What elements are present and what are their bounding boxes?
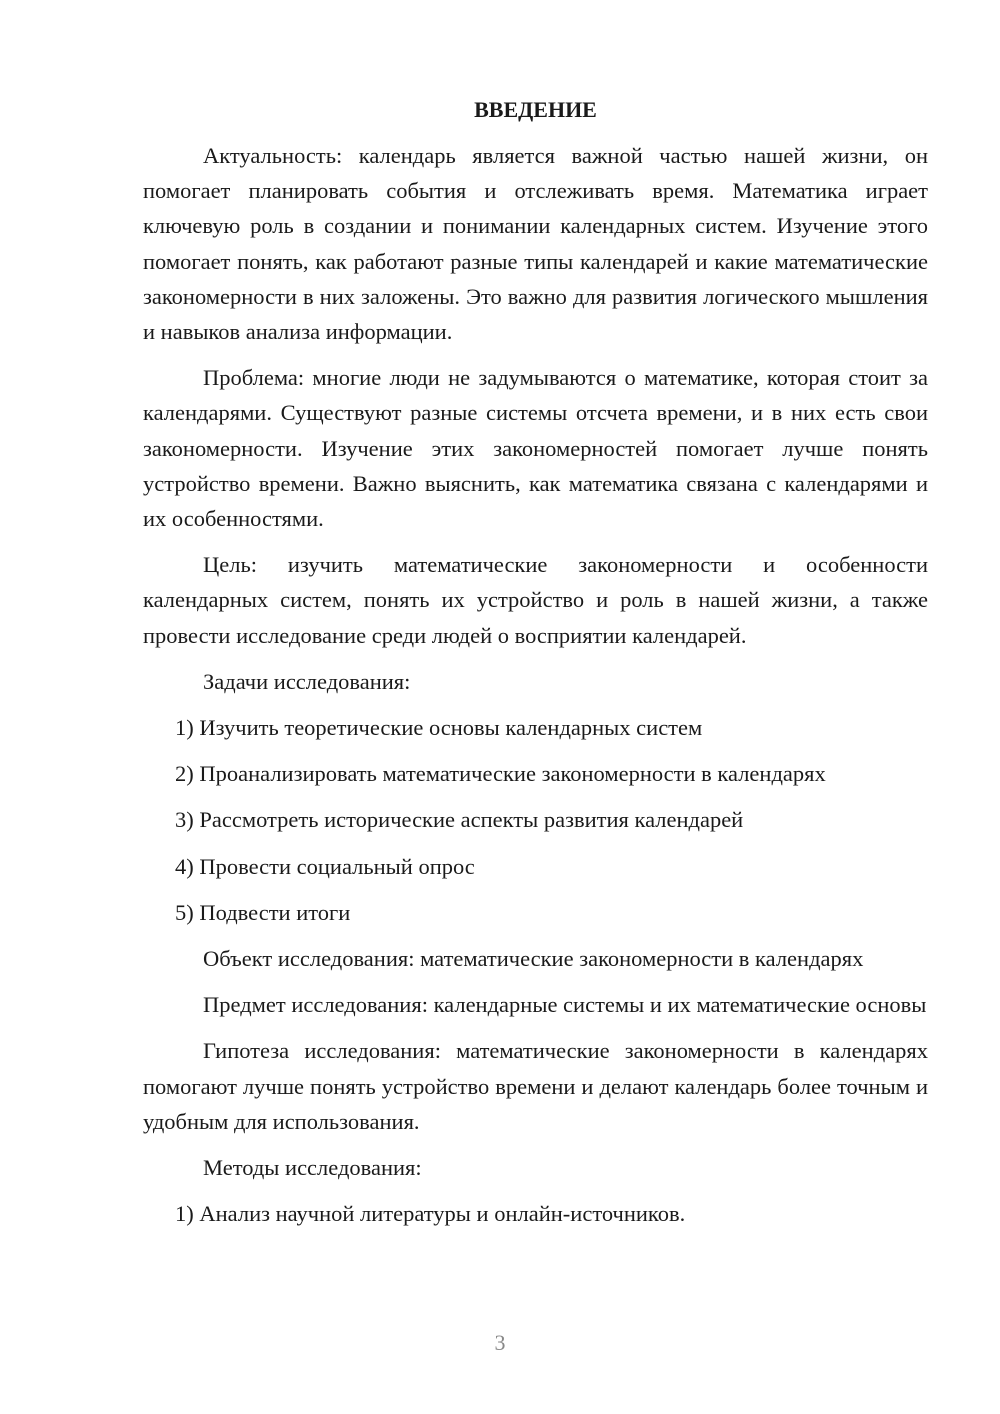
tasks-heading: Задачи исследования:	[203, 668, 411, 694]
page-number: 3	[494, 1330, 506, 1355]
page-content	[143, 90, 928, 1231]
paragraph-problem: Проблема: многие люди не задумываются о математике, которая стоит за календарями. Существуют разные системы отсчета времени, и в них есть свои закономерности. Изучение этих закономерностей помогает лучше понять устройство времени. Важно выяснить, как математика связана с календарями и их особенностями.	[143, 365, 928, 532]
paragraph-object: Объект исследования: математические закономерности в календарях	[203, 946, 864, 972]
paragraph-subject: Предмет исследования: календарные системы и их математические основы	[203, 992, 927, 1018]
paragraph-goal: Цель: изучить математические закономерности и особенности календарных систем, понять их устройство и роль в нашей жизни, а также провести исследование среди людей о восприятии календарей.	[143, 552, 928, 648]
list-item: 1) Анализ научной литературы и онлайн-источников.	[175, 1201, 686, 1227]
list-item: 3) Рассмотреть исторические аспекты развития календарей	[175, 807, 744, 833]
list-item: 5) Подвести итоги	[175, 899, 351, 925]
methods-heading: Методы исследования:	[203, 1155, 422, 1181]
list-item: 1) Изучить теоретические основы календарных систем	[175, 715, 703, 741]
paragraph-hypothesis: Гипотеза исследования: математические закономерности в календарях помогают лучше понять устройство времени и делают календарь более точным и удобным для использования.	[143, 1038, 928, 1134]
page-title: ВВЕДЕНИЕ	[474, 97, 597, 122]
list-item: 4) Провести социальный опрос	[175, 853, 475, 879]
list-item: 2) Проанализировать математические закономерности в календарях	[175, 761, 826, 787]
paragraph-relevance: Актуальность: календарь является важной частью нашей жизни, он помогает планировать события и отслеживать время. Математика играет ключевую роль в создании и понимании календарных систем. Изучение этого помогает понять, как работают разные типы календарей и какие математические закономерности в них заложены. Это важно для развития логического мышления и навыков анализа информации.	[143, 143, 928, 345]
